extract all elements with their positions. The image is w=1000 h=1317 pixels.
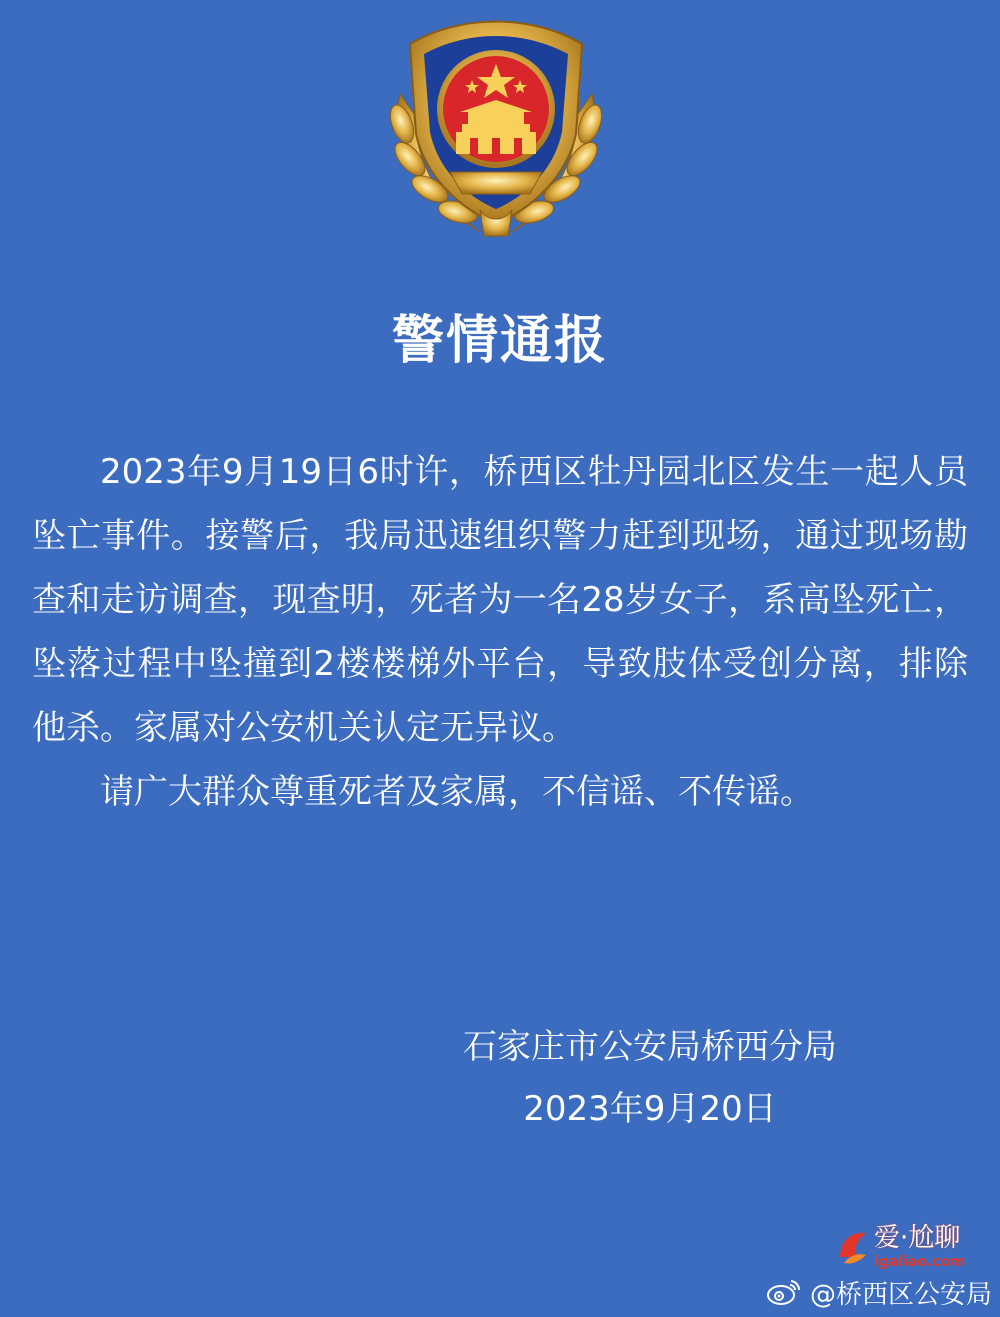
page-title: 警情通报 [391, 311, 608, 371]
site-name: 爱·尬聊 [874, 1223, 961, 1253]
report-body [32, 440, 968, 824]
site-watermark [836, 1217, 986, 1277]
weibo-handle: @桥西区公安局 [809, 1279, 992, 1310]
weibo-icon [766, 1277, 802, 1307]
signature-date: 2023年9月20日 [523, 1089, 777, 1129]
weibo-watermark [766, 1275, 992, 1309]
report-paragraph: 请广大群众尊重死者及家属，不信谣、不传谣。 [100, 772, 814, 812]
site-logo-icon [836, 1227, 870, 1267]
site-url: igaliao.com [874, 1254, 965, 1270]
report-paragraph: 2023年9月19日6时许，桥西区牡丹园北区发生一起人员坠亡事件。接警后，我局迅速组织警力赶到现场，通过现场勘查和走访调查，现查明，死者为一名28岁女子，系高坠死亡，坠落过程中坠撞到2楼楼梯外平台，导致肢体受创分离，排除他杀。家属对公安机关认定无异议。 [32, 452, 968, 748]
signature-block [430, 1016, 870, 1140]
signature-organization: 石家庄市公安局桥西分局 [463, 1027, 837, 1067]
police-emblem-icon [380, 14, 612, 242]
